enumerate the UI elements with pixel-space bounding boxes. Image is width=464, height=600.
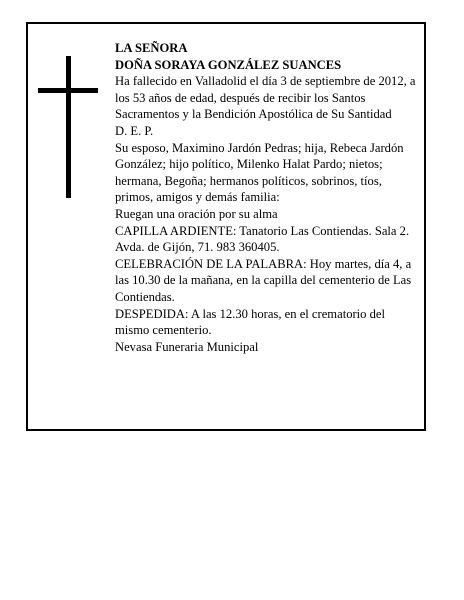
title-line: LA SEÑORA: [115, 41, 188, 55]
family-list: Su esposo, Maximino Jardón Pedras; hija, Rebeca Jardón González; hijo político, Milenko Halat Pardo; nietos; hermana, Begoña; hermanos políticos, sobrinos, tíos, primos, amigos y demás familia:: [115, 140, 404, 205]
prayer-request: Ruegan una oración por su alma: [115, 206, 278, 221]
death-statement: Ha fallecido en Valladolid el día 3 de septiembre de 2012, a los 53 años de edad, después de recibir los Santos Sacramentos y la Bendición Apostólica de Su Santidad: [115, 74, 416, 122]
notice-text: [115, 40, 421, 355]
chapel-info: CAPILLA ARDIENTE: Tanatorio Las Contiendas. Sala 2. Avda. de Gijón, 71. 983 360405.: [115, 223, 410, 255]
obituary-notice: [26, 22, 426, 431]
cross-vertical-bar: [66, 56, 71, 198]
deceased-name: DOÑA SORAYA GONZÁLEZ SUANCES: [115, 57, 342, 72]
celebration-info: CELEBRACIÓN DE LA PALABRA: Hoy martes, día 4, a las 10.30 de la mañana, en la capilla del cementerio de Las Contiendas.: [115, 256, 412, 304]
funeral-home: Nevasa Funeraria Municipal: [115, 339, 259, 354]
rip-line: D. E. P.: [115, 123, 154, 138]
farewell-info: DESPEDIDA: A las 12.30 horas, en el crematorio del mismo cementerio.: [115, 306, 386, 338]
cross-icon: [38, 56, 98, 198]
cross-horizontal-bar: [38, 88, 98, 93]
